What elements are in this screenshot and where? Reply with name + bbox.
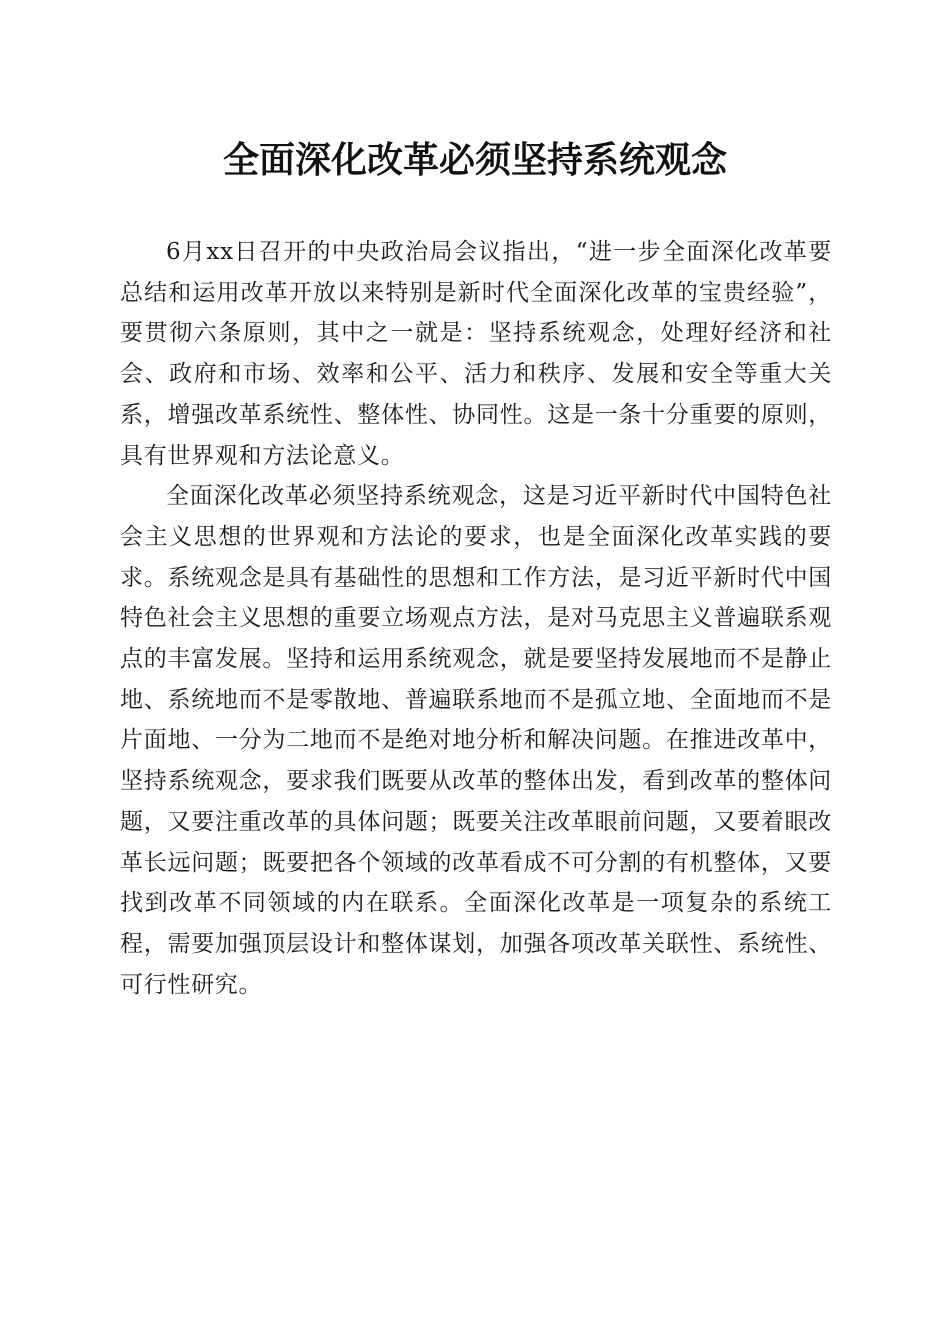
paragraph-2: 全面深化改革必须坚持系统观念，这是习近平新时代中国特色社会主义思想的世界观和方法论的要求，也是全面深化改革实践的要求。系统观念是具有基础性的思想和工作方法，是习近平新时代中国特色社会主义思想的重要立场观点方法，是对马克思主义普遍联系观点的丰富发展。坚持和运用系统观念，就是要坚持发展地而不是静止地、系统地而不是零散地、普遍联系地而不是孤立地、全面地而不是片面地、一分为二地而不是绝对地分析和解决问题。在推进改革中，坚持系统观念，要求我们既要从改革的整体出发，看到改革的整体问题，又要注重改革的具体问题；既要关注改革眼前问题，又要着眼改革长远问题；既要把各个领域的改革看成不可分割的有机整体，又要找到改革不同领域的内在联系。全面深化改革是一项复杂的系统工程，需要加强顶层设计和整体谋划，加强各项改革关联性、系统性、可行性研究。 [120,483,832,998]
document-body [120,232,832,1005]
document-title: 全面深化改革必须坚持系统观念 [222,139,727,181]
paragraph-1: 6月xx日召开的中央政治局会议指出，“进一步全面深化改革要总结和运用改革开放以来特别是新时代全面深化改革的宝贵经验”，要贯彻六条原则，其中之一就是：坚持系统观念，处理好经济和社会、政府和市场、效率和公平、活力和秩序、发展和安全等重大关系，增强改革系统性、整体性、协同性。这是一条十分重要的原则，具有世界观和方法论意义。 [120,239,832,469]
